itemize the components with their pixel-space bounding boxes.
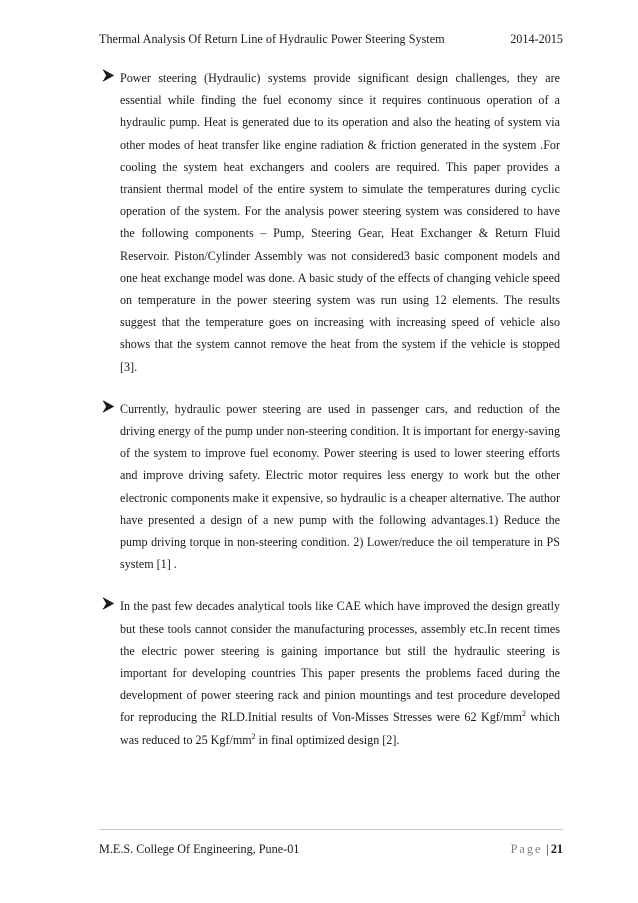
arrow-bullet-icon <box>102 597 114 610</box>
footer-divider <box>99 829 563 830</box>
bullet-text: Power steering (Hydraulic) systems provide significant design challenges, they are essential while finding the fuel economy since it requires continuous operation of a hydraulic pump. Heat is generated due to its operation and also the heating of system via other modes of heat transfer like engine radiation & friction generated in the system .For cooling the system heat exchangers and coolers are required. This paper provides a transient thermal model of the entire system to simulate the temperatures during cyclic operation of the system. For the analysis power steering system was considered to have the following components – Pump, Steering Gear, Heat Exchanger & Return Fluid Reservoir. Piston/Cylinder Assembly was not considered3 basic component models and one heat exchange model was done. A basic study of the effects of changing vehicle speed on temperature in the power steering system was run using 12 elements. The results suggest that the temperature goes on increasing with increasing speed of vehicle also shows that the system cannot remove the heat from the system if the vehicle is stopped [3]. <box>120 71 560 374</box>
header-title: Thermal Analysis Of Return Line of Hydraulic Power Steering System <box>99 32 445 46</box>
bullet-item <box>102 67 560 378</box>
page-footer <box>99 842 563 860</box>
arrow-bullet-icon <box>102 400 114 413</box>
page-number: 21 <box>550 842 563 856</box>
page-label: Page <box>510 842 543 856</box>
bullet-text <box>120 595 560 750</box>
page-separator: | <box>546 842 549 856</box>
arrow-bullet-icon <box>102 69 114 82</box>
page-number-block <box>511 842 563 857</box>
footer-college: M.E.S. College Of Engineering, Pune-01 <box>99 842 300 856</box>
bullet-text-part: which was reduced to 25 Kgf/mm <box>120 710 560 747</box>
superscript: 2 <box>521 709 526 719</box>
page-header <box>99 32 563 50</box>
bullet-item <box>102 595 560 750</box>
bullet-text-part: in final optimized design [2]. <box>255 732 400 747</box>
bullet-text-part: In the past few decades analytical tools like CAE which have improved the design greatly but these tools cannot consider the manufacturing processes, assembly etc.In recent times the electric power steering is gaining importance but still the hydraulic steering is important for developing countries This paper presents the problems faced during the development of power steering rack and pinion mountings and test procedure developed for reproducing the RLD.Initial results of Von-Misses Stresses were 62 Kgf/mm <box>120 599 560 725</box>
bullet-item <box>102 398 560 576</box>
document-body <box>102 67 560 751</box>
header-year: 2014-2015 <box>510 32 563 46</box>
superscript: 2 <box>251 731 256 741</box>
bullet-text: Currently, hydraulic power steering are used in passenger cars, and reduction of the driving energy of the pump under non-steering condition. It is important for energy-saving of the system to improve fuel economy. Power steering is used to lower steering efforts and improve driving safety. Electric motor requires less energy to work but the other electronic components make it expensive, so hydraulic is a cheaper alternative. The author have presented a design of a new pump with the following advantages.1) Reduce the pump driving torque in non-steering condition. 2) Lower/reduce the oil temperature in PS system [1] . <box>120 401 560 572</box>
